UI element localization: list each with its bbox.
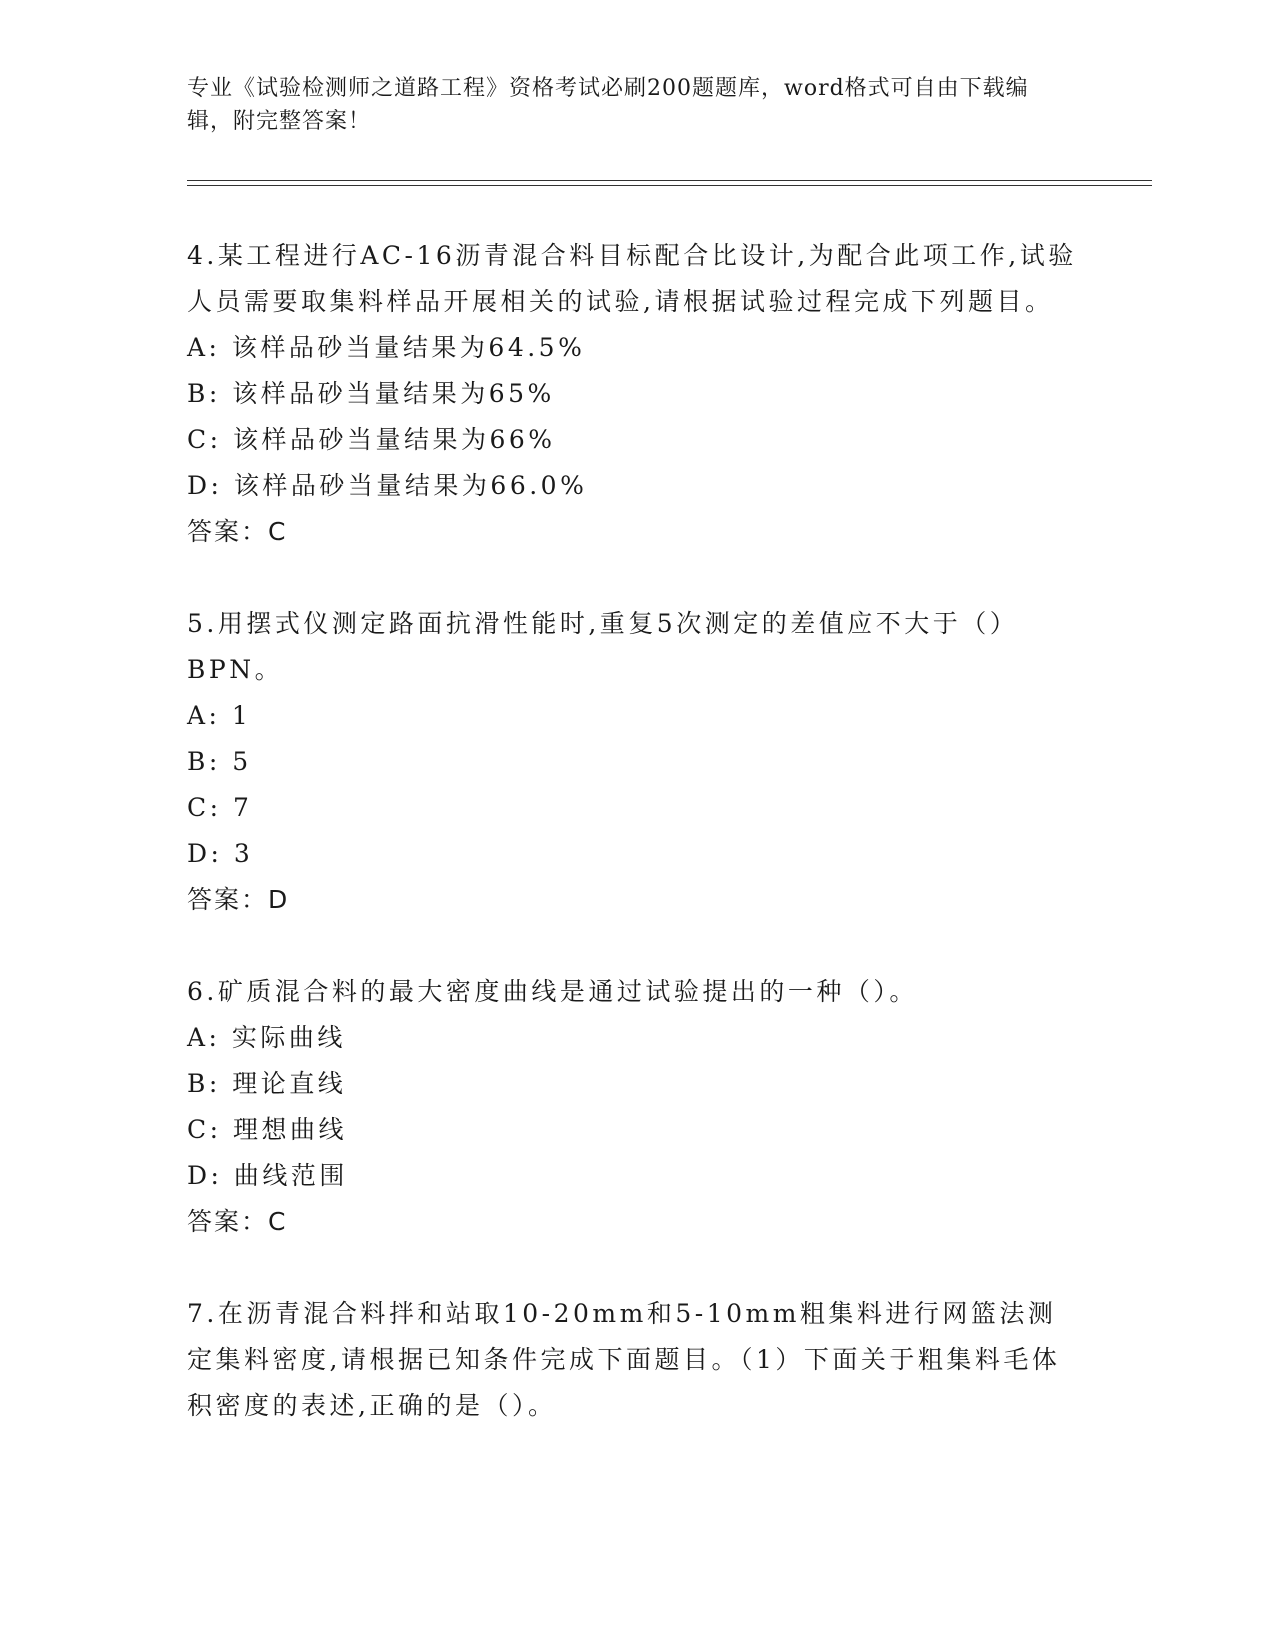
option-b: B: 该样品砂当量结果为65% xyxy=(187,379,555,408)
option-b: B: 5 xyxy=(187,747,252,776)
option-c: C: 7 xyxy=(187,793,253,822)
answer: 答案：C xyxy=(187,1207,288,1236)
option-c: C: 该样品砂当量结果为66% xyxy=(187,425,556,454)
answer: 答案：D xyxy=(187,885,290,914)
option-c: C: 理想曲线 xyxy=(187,1115,347,1144)
question-7 xyxy=(187,1291,1077,1429)
question-stem: 4.某工程进行AC-16沥青混合料目标配合比设计,为配合此项工作,试验人员需要取集料样品开展相关的试验,请根据试验过程完成下列题目。 xyxy=(187,241,1077,316)
option-d: D: 该样品砂当量结果为66.0% xyxy=(187,471,588,500)
option-b: B: 理论直线 xyxy=(187,1069,347,1098)
header-rule-bottom xyxy=(187,185,1152,186)
question-list xyxy=(187,233,1077,1475)
option-a: A: 实际曲线 xyxy=(187,1023,346,1052)
option-a: A: 1 xyxy=(187,701,252,730)
header-rule-top xyxy=(187,180,1152,181)
question-stem: 5.用摆式仪测定路面抗滑性能时,重复5次测定的差值应不大于（）BPN。 xyxy=(187,609,1019,684)
option-d: D: 曲线范围 xyxy=(187,1161,348,1190)
question-4 xyxy=(187,233,1077,555)
question-5 xyxy=(187,601,1077,923)
question-stem: 7.在沥青混合料拌和站取10-20mm和5-10mm粗集料进行网篮法测定集料密度,请根据已知条件完成下面题目。（1）下面关于粗集料毛体积密度的表述,正确的是（）。 xyxy=(187,1299,1061,1420)
answer: 答案：C xyxy=(187,517,288,546)
document-header: 专业《试验检测师之道路工程》资格考试必刷200题题库，word格式可自由下载编辑，附完整答案！ xyxy=(187,76,1029,134)
question-stem: 6.矿质混合料的最大密度曲线是通过试验提出的一种（）。 xyxy=(187,977,918,1006)
option-a: A: 该样品砂当量结果为64.5% xyxy=(187,333,586,362)
option-d: D: 3 xyxy=(187,839,254,868)
question-6 xyxy=(187,969,1077,1245)
